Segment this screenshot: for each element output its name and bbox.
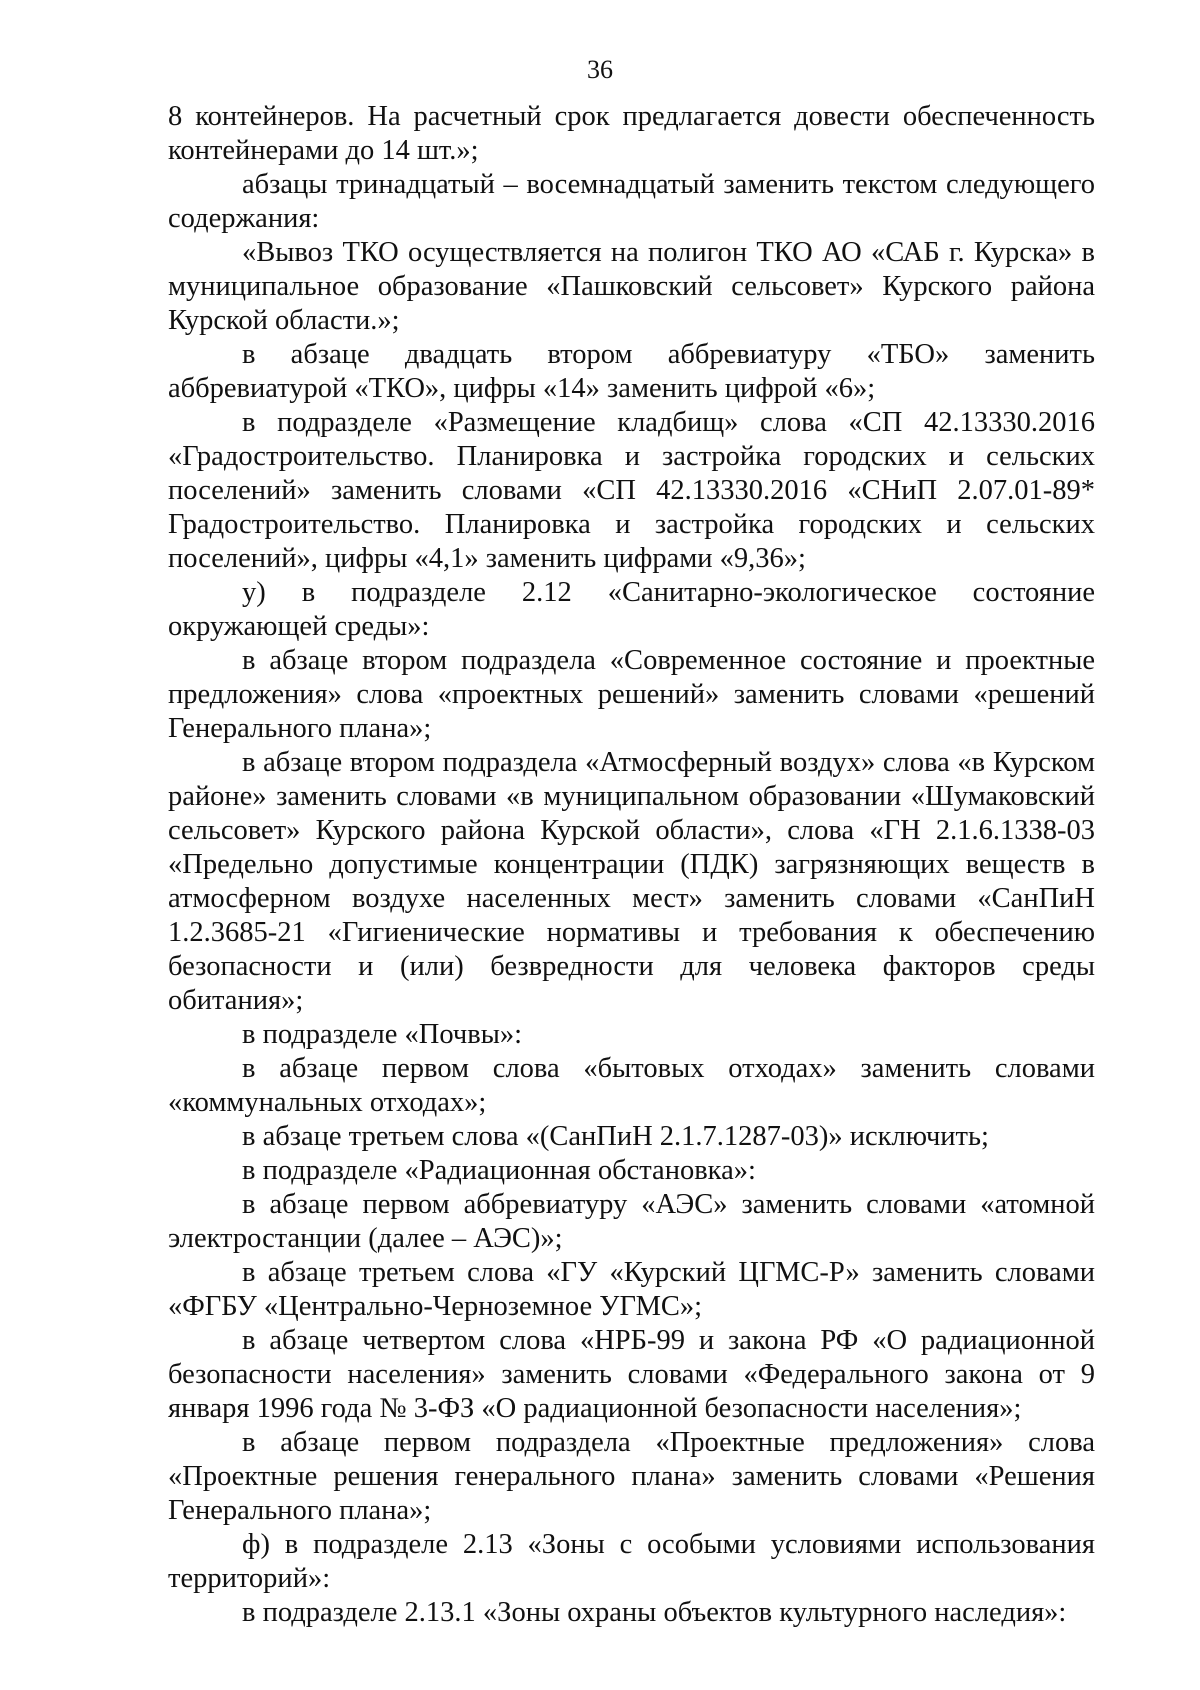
paragraph: в абзаце четвертом слова «НРБ-99 и закона РФ «О радиационной безопасности населения» заменить словами «Федерального закона от 9 января 1996 года № 3-ФЗ «О радиационной безопасности населения»; [168,1325,1095,1424]
paragraph: в абзаце первом аббревиатуру «АЭС» заменить словами «атомной электростанции (далее – АЭС)»; [168,1189,1095,1254]
paragraph: «Вывоз ТКО осуществляется на полигон ТКО АО «САБ г. Курска» в муниципальное образование «Пашковский сельсовет» Курского района Курской области.»; [168,237,1095,336]
paragraph: абзацы тринадцатый – восемнадцатый заменить текстом следующего содержания: [168,169,1095,234]
paragraph: в абзаце первом слова «бытовых отходах» заменить словами «коммунальных отходах»; [168,1053,1095,1118]
paragraph: в абзаце первом подраздела «Проектные предложения» слова «Проектные решения генерального плана» заменить словами «Решения Генерального плана»; [168,1427,1095,1526]
paragraph: в абзаце третьем слова «ГУ «Курский ЦГМС-Р» заменить словами «ФГБУ «Центрально-Черноземное УГМС»; [168,1257,1095,1322]
paragraph: в абзаце втором подраздела «Современное состояние и проектные предложения» слова «проектных решений» заменить словами «решений Генерального плана»; [168,645,1095,744]
page-number: 36 [587,55,613,84]
paragraph: в подразделе «Почвы»: [242,1019,523,1050]
paragraph: у) в подразделе 2.12 «Санитарно-экологическое состояние окружающей среды»: [168,577,1095,642]
paragraph: 8 контейнеров. На расчетный срок предлагается довести обеспеченность контейнерами до 14 шт.»; [168,101,1095,166]
paragraph: в абзаце втором подраздела «Атмосферный воздух» слова «в Курском районе» заменить словами «в муниципальном образовании «Шумаковский сельсовет» Курского района Курской области», слова «ГН 2.1.6.1338-03 «Предельно допустимые концентрации (ПДК) загрязняющих веществ в атмосферном воздухе населенных мест» заменить словами «СанПиН 1.2.3685-21 «Гигиенические нормативы и требования к обеспечению безопасности и (или) безвредности для человека факторов среды обитания»; [168,747,1095,1016]
paragraph: ф) в подразделе 2.13 «Зоны с особыми условиями использования территорий»: [168,1529,1095,1594]
paragraph: в подразделе «Размещение кладбищ» слова «СП 42.13330.2016 «Градостроительство. Планировка и застройка городских и сельских поселений» заменить словами «СП 42.13330.2016 «СНиП 2.07.01-89* Градостроительство. Планировка и застройка городских и сельских поселений», цифры «4,1» заменить цифрами «9,36»; [168,407,1095,574]
paragraph: в абзаце двадцать втором аббревиатуру «ТБО» заменить аббревиатурой «ТКО», цифры «14» заменить цифрой «6»; [168,339,1095,404]
paragraph: в подразделе 2.13.1 «Зоны охраны объектов культурного наследия»: [242,1597,1067,1628]
paragraph: в абзаце третьем слова «(СанПиН 2.1.7.1287-03)» исключить; [242,1121,989,1152]
document-body [168,100,1095,1630]
paragraph: в подразделе «Радиационная обстановка»: [242,1155,756,1186]
